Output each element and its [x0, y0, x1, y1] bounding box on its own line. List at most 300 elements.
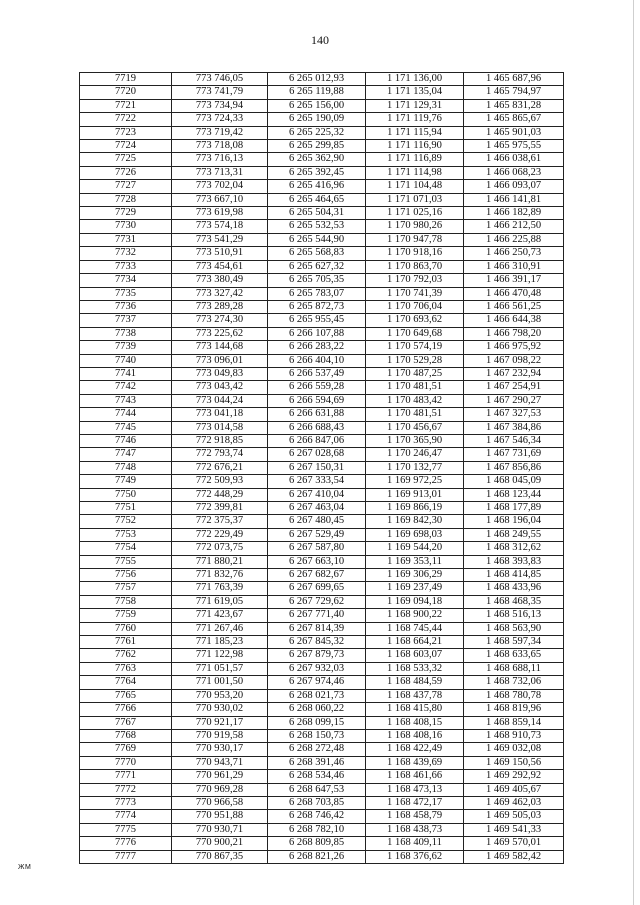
x2-coordinate-cell: 1 170 863,70 — [366, 260, 464, 273]
y-coordinate-cell: 6 267 663,10 — [268, 555, 366, 568]
point-number-cell: 7737 — [80, 314, 172, 327]
x2-coordinate-cell: 1 170 529,28 — [366, 354, 464, 367]
y2-coordinate-cell: 1 467 232,94 — [464, 367, 564, 380]
table-row — [80, 86, 564, 99]
y2-coordinate-cell: 1 468 045,09 — [464, 475, 564, 488]
y-coordinate-cell: 6 265 532,53 — [268, 220, 366, 233]
y2-coordinate-cell: 1 466 038,61 — [464, 153, 564, 166]
x2-coordinate-cell: 1 169 094,18 — [366, 595, 464, 608]
y2-coordinate-cell: 1 468 516,13 — [464, 609, 564, 622]
x-coordinate-cell: 773 724,33 — [172, 113, 268, 126]
point-number-cell: 7724 — [80, 140, 172, 153]
y-coordinate-cell: 6 267 410,04 — [268, 488, 366, 501]
point-number-cell: 7741 — [80, 367, 172, 380]
x-coordinate-cell: 772 676,21 — [172, 461, 268, 474]
x2-coordinate-cell: 1 168 439,69 — [366, 756, 464, 769]
table-row — [80, 126, 564, 139]
point-number-cell: 7758 — [80, 595, 172, 608]
x2-coordinate-cell: 1 171 115,94 — [366, 126, 464, 139]
y2-coordinate-cell: 1 469 405,67 — [464, 783, 564, 796]
x-coordinate-cell: 773 380,49 — [172, 274, 268, 287]
y-coordinate-cell: 6 265 119,88 — [268, 86, 366, 99]
x-coordinate-cell: 773 619,98 — [172, 207, 268, 220]
y2-coordinate-cell: 1 468 780,78 — [464, 689, 564, 702]
point-number-cell: 7777 — [80, 850, 172, 863]
point-number-cell: 7739 — [80, 341, 172, 354]
y-coordinate-cell: 6 265 362,90 — [268, 153, 366, 166]
y2-coordinate-cell: 1 468 859,14 — [464, 716, 564, 729]
point-number-cell: 7749 — [80, 475, 172, 488]
y2-coordinate-cell: 1 467 856,86 — [464, 461, 564, 474]
x-coordinate-cell: 772 918,85 — [172, 434, 268, 447]
y2-coordinate-cell: 1 466 225,88 — [464, 233, 564, 246]
point-number-cell: 7763 — [80, 662, 172, 675]
x-coordinate-cell: 770 900,21 — [172, 837, 268, 850]
y2-coordinate-cell: 1 467 327,53 — [464, 408, 564, 421]
point-number-cell: 7748 — [80, 461, 172, 474]
x2-coordinate-cell: 1 168 745,44 — [366, 622, 464, 635]
table-row — [80, 770, 564, 783]
table-row — [80, 247, 564, 260]
point-number-cell: 7759 — [80, 609, 172, 622]
y-coordinate-cell: 6 268 534,46 — [268, 770, 366, 783]
x-coordinate-cell: 770 951,88 — [172, 810, 268, 823]
y2-coordinate-cell: 1 468 177,89 — [464, 502, 564, 515]
y-coordinate-cell: 6 265 955,45 — [268, 314, 366, 327]
table-row — [80, 850, 564, 863]
point-number-cell: 7774 — [80, 810, 172, 823]
y-coordinate-cell: 6 265 504,31 — [268, 207, 366, 220]
x-coordinate-cell: 773 041,18 — [172, 408, 268, 421]
table-row — [80, 528, 564, 541]
x-coordinate-cell: 772 399,81 — [172, 502, 268, 515]
x2-coordinate-cell: 1 171 135,04 — [366, 86, 464, 99]
x-coordinate-cell: 773 014,58 — [172, 421, 268, 434]
table-row — [80, 73, 564, 86]
y2-coordinate-cell: 1 468 433,96 — [464, 582, 564, 595]
y-coordinate-cell: 6 267 699,65 — [268, 582, 366, 595]
x-coordinate-cell: 771 763,39 — [172, 582, 268, 595]
point-number-cell: 7742 — [80, 381, 172, 394]
y2-coordinate-cell: 1 465 687,96 — [464, 73, 564, 86]
x2-coordinate-cell: 1 168 408,15 — [366, 716, 464, 729]
point-number-cell: 7755 — [80, 555, 172, 568]
y-coordinate-cell: 6 265 299,85 — [268, 140, 366, 153]
point-number-cell: 7738 — [80, 327, 172, 340]
y2-coordinate-cell: 1 466 798,20 — [464, 327, 564, 340]
table-row — [80, 394, 564, 407]
point-number-cell: 7750 — [80, 488, 172, 501]
x-coordinate-cell: 773 734,94 — [172, 99, 268, 112]
x-coordinate-cell: 772 229,49 — [172, 528, 268, 541]
x2-coordinate-cell: 1 168 603,07 — [366, 649, 464, 662]
table-row — [80, 327, 564, 340]
table-row — [80, 582, 564, 595]
point-number-cell: 7725 — [80, 153, 172, 166]
y-coordinate-cell: 6 266 631,88 — [268, 408, 366, 421]
x-coordinate-cell: 773 510,91 — [172, 247, 268, 260]
point-number-cell: 7754 — [80, 542, 172, 555]
point-number-cell: 7719 — [80, 73, 172, 86]
y2-coordinate-cell: 1 468 732,06 — [464, 676, 564, 689]
x2-coordinate-cell: 1 169 698,03 — [366, 528, 464, 541]
y-coordinate-cell: 6 268 391,46 — [268, 756, 366, 769]
y2-coordinate-cell: 1 466 182,89 — [464, 207, 564, 220]
x2-coordinate-cell: 1 171 104,48 — [366, 180, 464, 193]
table-row — [80, 166, 564, 179]
table-row — [80, 113, 564, 126]
x2-coordinate-cell: 1 170 693,62 — [366, 314, 464, 327]
x2-coordinate-cell: 1 168 422,49 — [366, 743, 464, 756]
x2-coordinate-cell: 1 171 114,98 — [366, 166, 464, 179]
x-coordinate-cell: 773 667,10 — [172, 193, 268, 206]
y-coordinate-cell: 6 268 746,42 — [268, 810, 366, 823]
x-coordinate-cell: 771 423,67 — [172, 609, 268, 622]
point-number-cell: 7734 — [80, 274, 172, 287]
point-number-cell: 7722 — [80, 113, 172, 126]
table-row — [80, 314, 564, 327]
point-number-cell: 7743 — [80, 394, 172, 407]
x-coordinate-cell: 770 953,20 — [172, 689, 268, 702]
x2-coordinate-cell: 1 171 119,76 — [366, 113, 464, 126]
x2-coordinate-cell: 1 170 481,51 — [366, 408, 464, 421]
x-coordinate-cell: 772 509,93 — [172, 475, 268, 488]
y-coordinate-cell: 6 265 568,83 — [268, 247, 366, 260]
y2-coordinate-cell: 1 468 563,90 — [464, 622, 564, 635]
y-coordinate-cell: 6 268 821,26 — [268, 850, 366, 863]
y-coordinate-cell: 6 268 809,85 — [268, 837, 366, 850]
table-row — [80, 823, 564, 836]
table-row — [80, 569, 564, 582]
table-row — [80, 662, 564, 675]
x-coordinate-cell: 770 930,71 — [172, 823, 268, 836]
table-row — [80, 461, 564, 474]
point-number-cell: 7753 — [80, 528, 172, 541]
x2-coordinate-cell: 1 169 913,01 — [366, 488, 464, 501]
y2-coordinate-cell: 1 467 290,27 — [464, 394, 564, 407]
x2-coordinate-cell: 1 168 484,59 — [366, 676, 464, 689]
y-coordinate-cell: 6 267 729,62 — [268, 595, 366, 608]
x-coordinate-cell: 773 541,29 — [172, 233, 268, 246]
x-coordinate-cell: 771 185,23 — [172, 636, 268, 649]
x2-coordinate-cell: 1 169 866,19 — [366, 502, 464, 515]
x2-coordinate-cell: 1 168 409,11 — [366, 837, 464, 850]
y-coordinate-cell: 6 265 012,93 — [268, 73, 366, 86]
point-number-cell: 7770 — [80, 756, 172, 769]
y2-coordinate-cell: 1 467 546,34 — [464, 434, 564, 447]
point-number-cell: 7721 — [80, 99, 172, 112]
table-row — [80, 448, 564, 461]
x2-coordinate-cell: 1 168 408,16 — [366, 729, 464, 742]
table-row — [80, 381, 564, 394]
y-coordinate-cell: 6 266 283,22 — [268, 341, 366, 354]
x2-coordinate-cell: 1 169 842,30 — [366, 515, 464, 528]
x2-coordinate-cell: 1 170 456,67 — [366, 421, 464, 434]
point-number-cell: 7746 — [80, 434, 172, 447]
y2-coordinate-cell: 1 468 597,34 — [464, 636, 564, 649]
point-number-cell: 7766 — [80, 703, 172, 716]
x-coordinate-cell: 773 574,18 — [172, 220, 268, 233]
y2-coordinate-cell: 1 466 212,50 — [464, 220, 564, 233]
y2-coordinate-cell: 1 468 312,62 — [464, 542, 564, 555]
x2-coordinate-cell: 1 170 980,26 — [366, 220, 464, 233]
y-coordinate-cell: 6 267 529,49 — [268, 528, 366, 541]
x-coordinate-cell: 773 702,04 — [172, 180, 268, 193]
point-number-cell: 7727 — [80, 180, 172, 193]
y-coordinate-cell: 6 265 544,90 — [268, 233, 366, 246]
y-coordinate-cell: 6 265 872,73 — [268, 300, 366, 313]
x2-coordinate-cell: 1 168 438,73 — [366, 823, 464, 836]
y2-coordinate-cell: 1 465 901,03 — [464, 126, 564, 139]
x2-coordinate-cell: 1 168 533,32 — [366, 662, 464, 675]
y-coordinate-cell: 6 266 537,49 — [268, 367, 366, 380]
table-row — [80, 649, 564, 662]
x-coordinate-cell: 773 049,83 — [172, 367, 268, 380]
table-row — [80, 300, 564, 313]
x-coordinate-cell: 773 719,42 — [172, 126, 268, 139]
table-row — [80, 193, 564, 206]
table-row — [80, 595, 564, 608]
table-row — [80, 260, 564, 273]
y-coordinate-cell: 6 268 782,10 — [268, 823, 366, 836]
x-coordinate-cell: 773 144,68 — [172, 341, 268, 354]
point-number-cell: 7775 — [80, 823, 172, 836]
y2-coordinate-cell: 1 468 819,96 — [464, 703, 564, 716]
x-coordinate-cell: 771 832,76 — [172, 569, 268, 582]
y-coordinate-cell: 6 267 814,39 — [268, 622, 366, 635]
point-number-cell: 7728 — [80, 193, 172, 206]
y2-coordinate-cell: 1 468 249,55 — [464, 528, 564, 541]
table-row — [80, 99, 564, 112]
y2-coordinate-cell: 1 469 462,03 — [464, 796, 564, 809]
point-number-cell: 7767 — [80, 716, 172, 729]
table-row — [80, 743, 564, 756]
x-coordinate-cell: 773 289,28 — [172, 300, 268, 313]
point-number-cell: 7769 — [80, 743, 172, 756]
x-coordinate-cell: 773 713,31 — [172, 166, 268, 179]
x2-coordinate-cell: 1 170 481,51 — [366, 381, 464, 394]
y-coordinate-cell: 6 267 028,68 — [268, 448, 366, 461]
table-row — [80, 421, 564, 434]
y2-coordinate-cell: 1 465 831,28 — [464, 99, 564, 112]
y-coordinate-cell: 6 266 404,10 — [268, 354, 366, 367]
x-coordinate-cell: 773 274,30 — [172, 314, 268, 327]
point-number-cell: 7751 — [80, 502, 172, 515]
y2-coordinate-cell: 1 468 633,65 — [464, 649, 564, 662]
y-coordinate-cell: 6 267 587,80 — [268, 542, 366, 555]
y-coordinate-cell: 6 265 156,00 — [268, 99, 366, 112]
x-coordinate-cell: 770 919,58 — [172, 729, 268, 742]
table-row — [80, 140, 564, 153]
point-number-cell: 7762 — [80, 649, 172, 662]
table-row — [80, 555, 564, 568]
x-coordinate-cell: 773 327,42 — [172, 287, 268, 300]
x2-coordinate-cell: 1 168 458,79 — [366, 810, 464, 823]
x-coordinate-cell: 772 375,37 — [172, 515, 268, 528]
x-coordinate-cell: 773 741,79 — [172, 86, 268, 99]
table-row — [80, 502, 564, 515]
y-coordinate-cell: 6 266 688,43 — [268, 421, 366, 434]
y-coordinate-cell: 6 265 392,45 — [268, 166, 366, 179]
x2-coordinate-cell: 1 171 116,89 — [366, 153, 464, 166]
y2-coordinate-cell: 1 468 688,11 — [464, 662, 564, 675]
y2-coordinate-cell: 1 469 032,08 — [464, 743, 564, 756]
y2-coordinate-cell: 1 469 150,56 — [464, 756, 564, 769]
y-coordinate-cell: 6 268 150,73 — [268, 729, 366, 742]
point-number-cell: 7765 — [80, 689, 172, 702]
coordinates-table-body — [80, 73, 564, 864]
x2-coordinate-cell: 1 168 473,13 — [366, 783, 464, 796]
y2-coordinate-cell: 1 469 541,33 — [464, 823, 564, 836]
y2-coordinate-cell: 1 467 384,86 — [464, 421, 564, 434]
point-number-cell: 7732 — [80, 247, 172, 260]
y-coordinate-cell: 6 267 771,40 — [268, 609, 366, 622]
y2-coordinate-cell: 1 465 975,55 — [464, 140, 564, 153]
x2-coordinate-cell: 1 168 415,80 — [366, 703, 464, 716]
x-coordinate-cell: 773 043,42 — [172, 381, 268, 394]
table-row — [80, 475, 564, 488]
y2-coordinate-cell: 1 466 644,38 — [464, 314, 564, 327]
table-row — [80, 810, 564, 823]
point-number-cell: 7768 — [80, 729, 172, 742]
x-coordinate-cell: 770 930,17 — [172, 743, 268, 756]
x2-coordinate-cell: 1 168 900,22 — [366, 609, 464, 622]
table-row — [80, 609, 564, 622]
y2-coordinate-cell: 1 468 393,83 — [464, 555, 564, 568]
y2-coordinate-cell: 1 466 093,07 — [464, 180, 564, 193]
table-row — [80, 408, 564, 421]
y-coordinate-cell: 6 265 705,35 — [268, 274, 366, 287]
table-row — [80, 703, 564, 716]
y2-coordinate-cell: 1 468 196,04 — [464, 515, 564, 528]
table-row — [80, 676, 564, 689]
point-number-cell: 7771 — [80, 770, 172, 783]
x-coordinate-cell: 771 880,21 — [172, 555, 268, 568]
table-row — [80, 716, 564, 729]
scan-edge — [633, 0, 634, 905]
y2-coordinate-cell: 1 469 292,92 — [464, 770, 564, 783]
y-coordinate-cell: 6 268 703,85 — [268, 796, 366, 809]
point-number-cell: 7733 — [80, 260, 172, 273]
y2-coordinate-cell: 1 467 731,69 — [464, 448, 564, 461]
y-coordinate-cell: 6 265 464,65 — [268, 193, 366, 206]
y2-coordinate-cell: 1 469 582,42 — [464, 850, 564, 863]
y-coordinate-cell: 6 268 060,22 — [268, 703, 366, 716]
point-number-cell: 7772 — [80, 783, 172, 796]
y-coordinate-cell: 6 267 974,46 — [268, 676, 366, 689]
x2-coordinate-cell: 1 168 664,21 — [366, 636, 464, 649]
point-number-cell: 7745 — [80, 421, 172, 434]
x2-coordinate-cell: 1 170 792,03 — [366, 274, 464, 287]
point-number-cell: 7736 — [80, 300, 172, 313]
x-coordinate-cell: 770 867,35 — [172, 850, 268, 863]
x-coordinate-cell: 772 793,74 — [172, 448, 268, 461]
x-coordinate-cell: 773 716,13 — [172, 153, 268, 166]
x-coordinate-cell: 772 448,29 — [172, 488, 268, 501]
table-row — [80, 354, 564, 367]
table-row — [80, 636, 564, 649]
x2-coordinate-cell: 1 170 132,77 — [366, 461, 464, 474]
point-number-cell: 7752 — [80, 515, 172, 528]
x-coordinate-cell: 773 454,61 — [172, 260, 268, 273]
x-coordinate-cell: 770 961,29 — [172, 770, 268, 783]
y2-coordinate-cell: 1 466 561,25 — [464, 300, 564, 313]
point-number-cell: 7756 — [80, 569, 172, 582]
x2-coordinate-cell: 1 170 365,90 — [366, 434, 464, 447]
x2-coordinate-cell: 1 170 487,25 — [366, 367, 464, 380]
y2-coordinate-cell: 1 466 250,73 — [464, 247, 564, 260]
x-coordinate-cell: 773 718,08 — [172, 140, 268, 153]
x2-coordinate-cell: 1 168 437,78 — [366, 689, 464, 702]
table-row — [80, 488, 564, 501]
table-row — [80, 434, 564, 447]
table-row — [80, 689, 564, 702]
point-number-cell: 7731 — [80, 233, 172, 246]
y-coordinate-cell: 6 266 107,88 — [268, 327, 366, 340]
point-number-cell: 7723 — [80, 126, 172, 139]
y-coordinate-cell: 6 267 682,67 — [268, 569, 366, 582]
y2-coordinate-cell: 1 469 570,01 — [464, 837, 564, 850]
y-coordinate-cell: 6 267 845,32 — [268, 636, 366, 649]
y-coordinate-cell: 6 265 225,32 — [268, 126, 366, 139]
x2-coordinate-cell: 1 169 544,20 — [366, 542, 464, 555]
y2-coordinate-cell: 1 466 310,91 — [464, 260, 564, 273]
x-coordinate-cell: 771 122,98 — [172, 649, 268, 662]
y-coordinate-cell: 6 268 272,48 — [268, 743, 366, 756]
point-number-cell: 7773 — [80, 796, 172, 809]
x2-coordinate-cell: 1 170 947,78 — [366, 233, 464, 246]
point-number-cell: 7764 — [80, 676, 172, 689]
x-coordinate-cell: 771 051,57 — [172, 662, 268, 675]
point-number-cell: 7761 — [80, 636, 172, 649]
table-row — [80, 756, 564, 769]
y-coordinate-cell: 6 266 594,69 — [268, 394, 366, 407]
x2-coordinate-cell: 1 170 574,19 — [366, 341, 464, 354]
y-coordinate-cell: 6 267 150,31 — [268, 461, 366, 474]
y-coordinate-cell: 6 265 416,96 — [268, 180, 366, 193]
x-coordinate-cell: 771 619,05 — [172, 595, 268, 608]
x2-coordinate-cell: 1 171 129,31 — [366, 99, 464, 112]
table-row — [80, 153, 564, 166]
table-row — [80, 233, 564, 246]
x2-coordinate-cell: 1 169 353,11 — [366, 555, 464, 568]
y2-coordinate-cell: 1 468 910,73 — [464, 729, 564, 742]
point-number-cell: 7744 — [80, 408, 172, 421]
x2-coordinate-cell: 1 169 972,25 — [366, 475, 464, 488]
table-row — [80, 341, 564, 354]
table-row — [80, 542, 564, 555]
point-number-cell: 7760 — [80, 622, 172, 635]
y-coordinate-cell: 6 266 559,28 — [268, 381, 366, 394]
x-coordinate-cell: 770 921,17 — [172, 716, 268, 729]
table-row — [80, 180, 564, 193]
x2-coordinate-cell: 1 168 472,17 — [366, 796, 464, 809]
x2-coordinate-cell: 1 170 649,68 — [366, 327, 464, 340]
x-coordinate-cell: 770 969,28 — [172, 783, 268, 796]
x-coordinate-cell: 773 044,24 — [172, 394, 268, 407]
y2-coordinate-cell: 1 466 068,23 — [464, 166, 564, 179]
x2-coordinate-cell: 1 170 706,04 — [366, 300, 464, 313]
point-number-cell: 7729 — [80, 207, 172, 220]
y-coordinate-cell: 6 266 847,06 — [268, 434, 366, 447]
y2-coordinate-cell: 1 468 123,44 — [464, 488, 564, 501]
y2-coordinate-cell: 1 467 254,91 — [464, 381, 564, 394]
y-coordinate-cell: 6 268 099,15 — [268, 716, 366, 729]
y-coordinate-cell: 6 265 783,07 — [268, 287, 366, 300]
x2-coordinate-cell: 1 170 741,39 — [366, 287, 464, 300]
point-number-cell: 7740 — [80, 354, 172, 367]
table-row — [80, 287, 564, 300]
